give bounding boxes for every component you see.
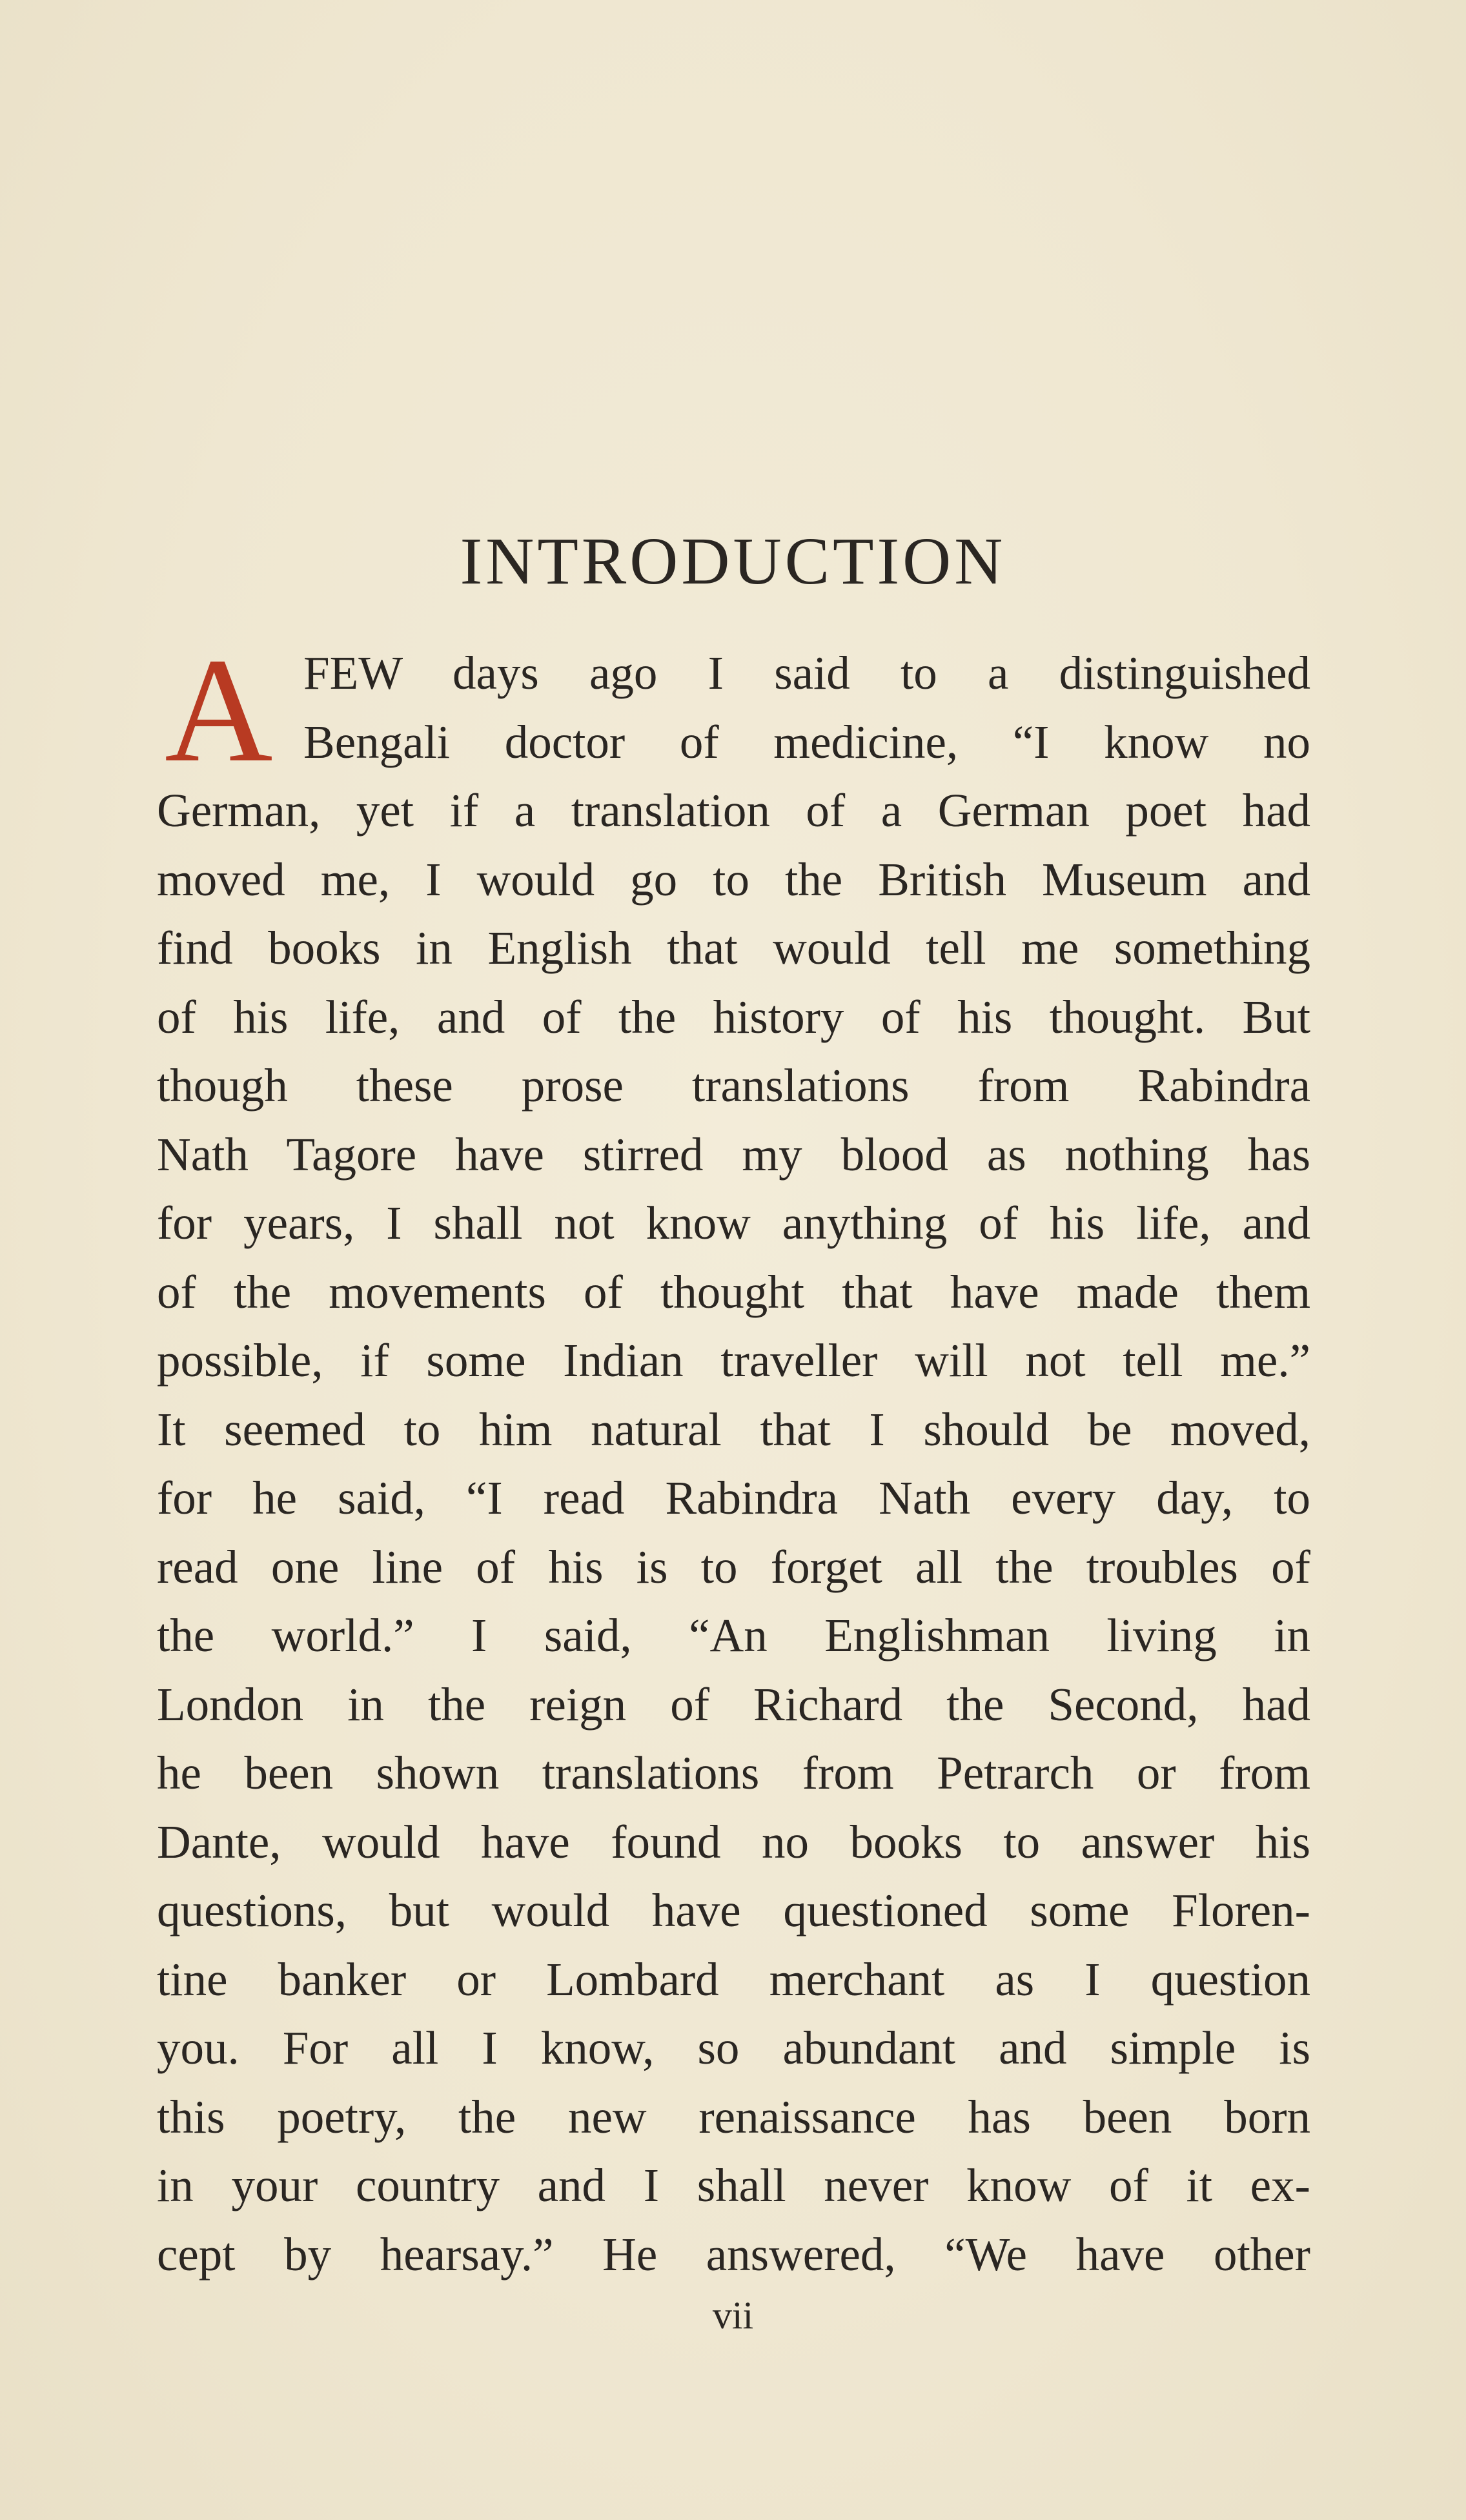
text-line: you. For all I know, so abundant and simple is [157, 2022, 1310, 2074]
text-line: read one line of his is to forget all the troubles of [157, 1540, 1310, 1593]
text-line: of the movements of thought that have made them [157, 1265, 1310, 1318]
text-line: though these prose translations from Rabindra [157, 1059, 1310, 1112]
text-line: in your country and I shall never know of it ex- [157, 2159, 1310, 2211]
text-line: questions, but would have questioned some Floren- [157, 1884, 1310, 1936]
text-line: Nath Tagore have stirred my blood as nothing has [157, 1128, 1310, 1181]
text-line: German, yet if a translation of a German poet had [157, 784, 1310, 837]
text-line: Bengali doctor of medicine, “I know no [303, 715, 1310, 768]
text-line: tine banker or Lombard merchant as I question [157, 1953, 1310, 2006]
text-line: London in the reign of Richard the Second, had [157, 1678, 1310, 1731]
text-line: find books in English that would tell me something [157, 922, 1310, 974]
text-line: the world.” I said, “An Englishman living in [157, 1609, 1310, 1661]
text-line: FEW days ago I said to a distinguished [303, 647, 1310, 699]
text-line: of his life, and of the history of his thought. But [157, 990, 1310, 1043]
chapter-title: INTRODUCTION [460, 524, 1006, 598]
text-line: this poetry, the new renaissance has been born [157, 2090, 1310, 2143]
text-line: It seemed to him natural that I should be moved, [157, 1403, 1310, 1456]
body-text [157, 639, 1310, 2289]
text-line: moved me, I would go to the British Museum and [157, 853, 1310, 906]
drop-cap: A [165, 627, 273, 793]
text-line: possible, if some Indian traveller will not tell me.” [157, 1334, 1310, 1387]
text-line: he been shown translations from Petrarch or from [157, 1747, 1310, 1799]
page-number: vii [712, 2294, 754, 2337]
text-line: for he said, “I read Rabindra Nath every day, to [157, 1472, 1310, 1524]
text-line: cept by hearsay.” He answered, “We have other [157, 2228, 1310, 2281]
text-line: for years, I shall not know anything of his life, and [157, 1197, 1310, 1249]
text-line: Dante, would have found no books to answer his [157, 1815, 1310, 1868]
